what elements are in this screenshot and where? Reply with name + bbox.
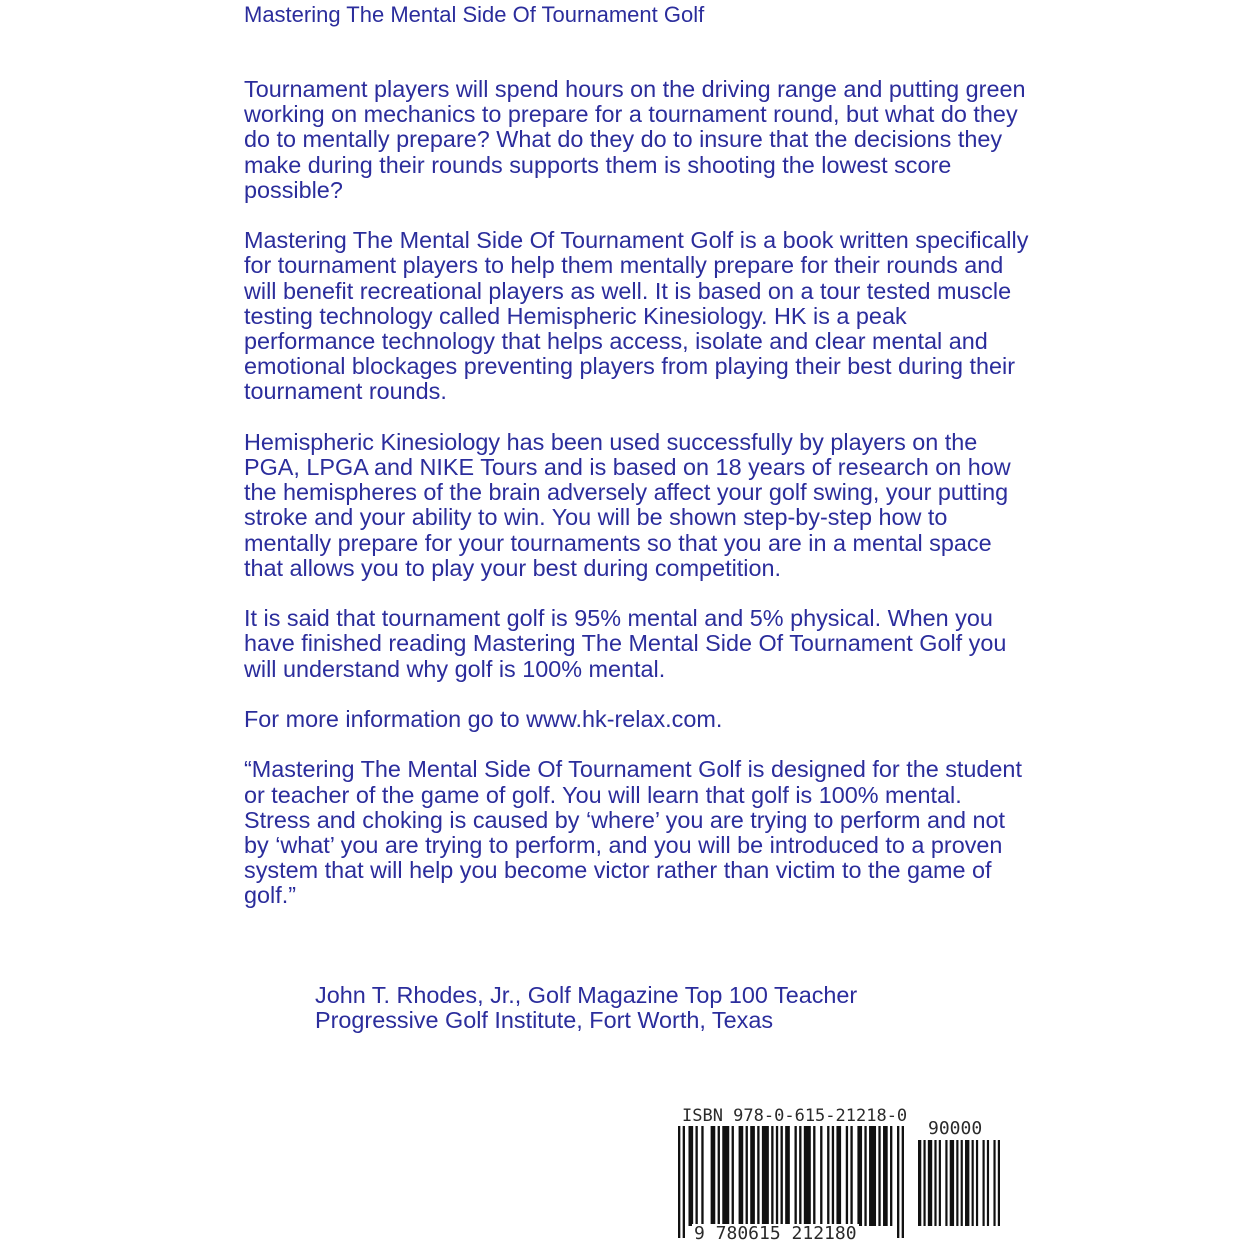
barcode-bar bbox=[722, 1126, 729, 1226]
barcode-bar bbox=[934, 1140, 936, 1226]
barcode-bar bbox=[688, 1126, 693, 1226]
blurb-paragraph-3: Hemispheric Kinesiology has been used successfully by players on the PGA, LPGA and NIKE Tours and is based on 18 years of research on how the hemispheres of the brain adversely affect your golf swing, your putting stroke and your ability to win. You will be shown step-by-step how to mentally prepare for your tournaments so that you are in a mental space that allows you to play your best during competition. bbox=[244, 428, 1011, 581]
barcode-bars bbox=[678, 1126, 904, 1238]
barcode-addon-bars bbox=[918, 1140, 1000, 1238]
barcode-bar bbox=[918, 1140, 921, 1226]
barcode-bar bbox=[902, 1126, 904, 1238]
barcode-bar bbox=[972, 1140, 974, 1226]
barcode-bar bbox=[928, 1140, 932, 1226]
barcode-bar bbox=[950, 1140, 954, 1226]
barcode-bar bbox=[956, 1140, 958, 1226]
barcode-bar bbox=[739, 1126, 744, 1226]
barcode-bar bbox=[832, 1126, 834, 1226]
barcode-bar bbox=[890, 1126, 892, 1226]
barcode-bar bbox=[827, 1126, 829, 1226]
barcode-bar bbox=[804, 1126, 811, 1226]
barcode-bar bbox=[987, 1140, 989, 1226]
endorsement-attribution bbox=[315, 983, 857, 1033]
barcode-bar bbox=[732, 1126, 734, 1226]
website-line: For more information go to www.hk-relax.com. bbox=[244, 706, 723, 733]
price-code: 90000 bbox=[928, 1118, 983, 1139]
blurb-paragraph-1: Tournament players will spend hours on the driving range and putting green working on mechanics to prepare for a tournament round, but what do they do to mentally prepare? What do they do to insure that the decisions they make during their rounds supports them is shooting the lowest score possible? bbox=[244, 76, 1026, 203]
blurb-text bbox=[244, 77, 1034, 934]
barcode-bar bbox=[897, 1126, 899, 1238]
barcode-bar bbox=[965, 1140, 969, 1226]
barcode-bar bbox=[678, 1126, 680, 1238]
barcode-bar bbox=[998, 1140, 1000, 1226]
barcode-bar bbox=[878, 1126, 880, 1226]
barcode-bar bbox=[771, 1126, 773, 1226]
barcode-bar bbox=[945, 1140, 947, 1226]
barcode-bar bbox=[820, 1126, 822, 1226]
barcode-bar bbox=[961, 1140, 963, 1226]
barcode-bar bbox=[857, 1126, 862, 1226]
barcode-bar bbox=[701, 1126, 703, 1226]
barcode-bar bbox=[718, 1126, 720, 1226]
endorsement-quote: “Mastering The Mental Side Of Tournament Golf is designed for the student or teacher of the game of golf. You will learn that golf is 100% mental. Stress and choking is caused by ‘where’ you are trying to perform and not by ‘what’ you are trying to perform, and you will be introduced to a proven system that will help you become victor rather than victim to the game of golf.” bbox=[244, 756, 1022, 909]
book-title: Mastering The Mental Side Of Tournament Golf bbox=[244, 2, 705, 27]
barcode-bar bbox=[846, 1126, 848, 1226]
barcode-bar bbox=[883, 1126, 888, 1226]
barcode-bar bbox=[850, 1126, 852, 1226]
barcode-bar bbox=[976, 1140, 978, 1226]
barcode-bar bbox=[695, 1126, 697, 1226]
barcode-bar bbox=[869, 1126, 876, 1226]
barcode-digits: 9 780615 212180 bbox=[694, 1223, 857, 1244]
barcode-bar bbox=[836, 1126, 841, 1226]
isbn-barcode bbox=[672, 1104, 1012, 1242]
barcode-bar bbox=[923, 1140, 925, 1226]
blurb-paragraph-2: Mastering The Mental Side Of Tournament Golf is a book written specifically for tournament players to help them mentally prepare for their rounds and will benefit recreational players as well. It is based on a tour tested muscle testing technology called Hemispheric Kinesiology. HK is a peak performance technology that helps access, isolate and clear mental and emotional blockages preventing players from playing their best during their tournament rounds. bbox=[244, 227, 1029, 405]
barcode-bar bbox=[983, 1140, 985, 1226]
attribution-line-1: John T. Rhodes, Jr., Golf Magazine Top 100 Teacher bbox=[315, 982, 858, 1008]
barcode-bar bbox=[799, 1126, 801, 1226]
attribution-line-2: Progressive Golf Institute, Fort Worth, Texas bbox=[315, 1007, 774, 1034]
blurb-paragraph-4: It is said that tournament golf is 95% mental and 5% physical. When you have finished reading Mastering The Mental Side Of Tournament Golf you will understand why golf is 100% mental. bbox=[244, 605, 1007, 682]
barcode-bar bbox=[785, 1126, 790, 1238]
barcode-bar bbox=[781, 1126, 783, 1226]
barcode-bar bbox=[794, 1126, 796, 1238]
barcode-bar bbox=[993, 1140, 995, 1226]
barcode-bar bbox=[683, 1126, 685, 1238]
barcode-bar bbox=[762, 1126, 769, 1226]
barcode-bar bbox=[776, 1126, 778, 1226]
barcode-bar bbox=[939, 1140, 941, 1226]
barcode-bar bbox=[750, 1126, 755, 1226]
barcode-bar bbox=[711, 1126, 716, 1226]
barcode-bar bbox=[746, 1126, 748, 1226]
barcode-bar bbox=[864, 1126, 866, 1226]
barcode-bar bbox=[813, 1126, 815, 1226]
isbn-number: ISBN 978-0-615-21218-0 bbox=[682, 1106, 908, 1126]
barcode-bar bbox=[757, 1126, 759, 1226]
